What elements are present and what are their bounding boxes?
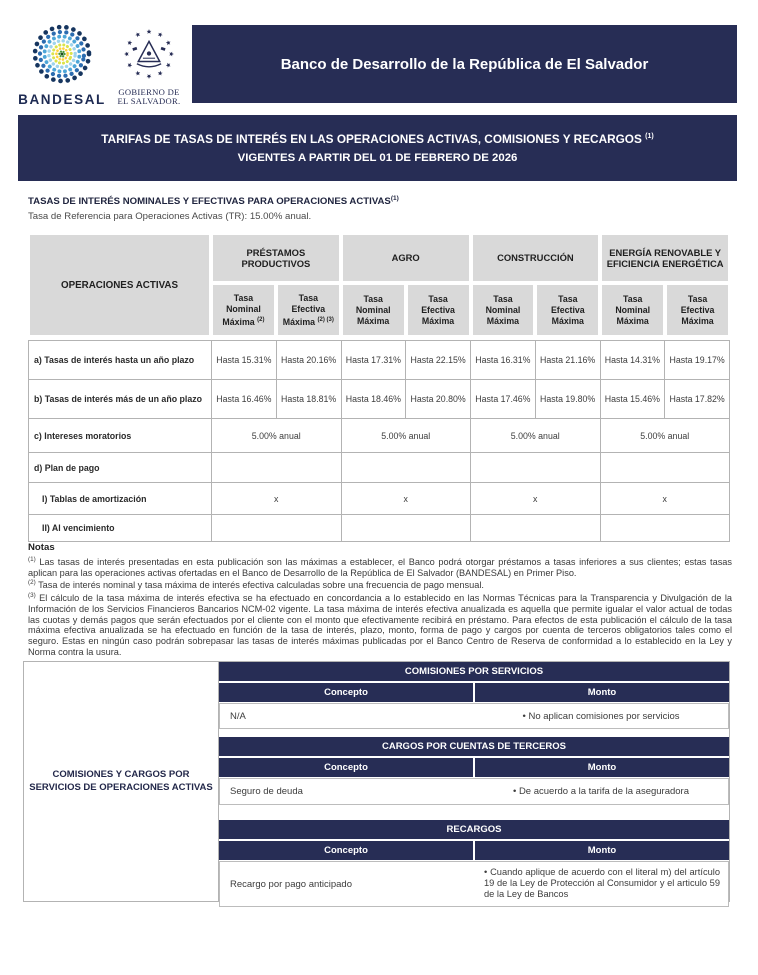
- commissions-tables: [219, 662, 729, 901]
- subtable-header-row: [219, 758, 729, 777]
- notes-heading: Notas: [28, 542, 55, 553]
- rate-cell: Hasta 14.31%: [600, 341, 665, 380]
- table-row: [219, 861, 729, 907]
- check-cell: x: [600, 483, 730, 515]
- subtable-cargos-cuentas-terceros: [219, 737, 729, 805]
- subheader-label: Tasa Nominal Máxima: [222, 292, 261, 327]
- empty-cell: [600, 515, 730, 542]
- commissions-section: [23, 661, 730, 902]
- commissions-side-cell: [24, 662, 219, 901]
- table-row-intereses-moratorios: [29, 419, 730, 453]
- table-row-mas-un-anio: [29, 380, 730, 419]
- subheader-footnote-marker: (2): [257, 316, 265, 323]
- note-item-2: [28, 578, 732, 591]
- rate-cell: Hasta 16.46%: [212, 380, 277, 419]
- table-row-tablas-amortizacion: [29, 483, 730, 515]
- tariff-title-text: TARIFAS DE TASAS DE INTERÉS EN LAS OPERACIONES ACTIVAS, COMISIONES Y RECARGOS: [101, 132, 642, 146]
- subheader-label: Tasa Efectiva Máxima: [421, 293, 455, 326]
- rate-cell: Hasta 19.80%: [535, 380, 600, 419]
- rate-cell: Hasta 17.31%: [341, 341, 406, 380]
- notes-section: [28, 542, 732, 658]
- note-marker: (3): [28, 592, 36, 600]
- empty-cell: [471, 453, 601, 483]
- subtable-title: RECARGOS: [219, 820, 729, 839]
- rate-cell: Hasta 21.16%: [535, 341, 600, 380]
- check-cell: x: [471, 483, 601, 515]
- concepto-cell: Recargo por pago anticipado: [230, 878, 353, 890]
- concepto-header: Concepto: [219, 683, 473, 702]
- table-row-hasta-un-anio: [29, 341, 730, 380]
- note-item-1: [28, 555, 732, 578]
- rate-cell: Hasta 15.46%: [600, 380, 665, 419]
- subheader-label: Tasa Efectiva Máxima: [680, 293, 715, 326]
- rate-cell: Hasta 18.46%: [341, 380, 406, 419]
- subheader-label: Tasa Efectiva Máxima: [550, 293, 585, 326]
- row-label: a) Tasas de interés hasta un año plazo: [29, 341, 212, 380]
- empty-cell: [341, 453, 471, 483]
- subheader-label: Tasa Nominal Máxima: [355, 293, 391, 326]
- subheader-prestamos-nominal: [211, 283, 276, 337]
- rate-cell: Hasta 20.80%: [406, 380, 471, 419]
- subheader-label: Tasa Nominal Máxima: [615, 293, 651, 326]
- monto-header: Monto: [475, 758, 729, 777]
- rate-cell: 5.00% anual: [471, 419, 601, 453]
- operations-header-cell: OPERACIONES ACTIVAS: [28, 233, 211, 337]
- rates-table-body: [28, 340, 730, 542]
- row-label: II) Al vencimiento: [29, 515, 212, 542]
- monto-header: Monto: [475, 841, 729, 860]
- title-banner: [18, 115, 737, 181]
- row-label: c) Intereses moratorios: [29, 419, 212, 453]
- empty-cell: [212, 453, 342, 483]
- check-cell: x: [341, 483, 471, 515]
- subheader-construccion-efectiva: [535, 283, 600, 337]
- rate-cell: Hasta 18.81%: [276, 380, 341, 419]
- note-item-3: [28, 591, 732, 657]
- table-row: [219, 778, 729, 805]
- monto-header: Monto: [475, 683, 729, 702]
- bandesal-logo: [16, 22, 108, 107]
- rates-section-heading-text: TASAS DE INTERÉS NOMINALES Y EFECTIVAS PARA OPERACIONES ACTIVAS: [28, 196, 391, 208]
- group-header-energia: ENERGÍA RENOVABLE Y EFICIENCIA ENERGÉTICA: [600, 233, 730, 283]
- bandesal-spiral-icon: [30, 22, 94, 86]
- rate-cell: Hasta 17.82%: [665, 380, 730, 419]
- note-marker: (2): [28, 579, 36, 587]
- row-label: d) Plan de pago: [29, 453, 212, 483]
- rates-section-heading: [28, 195, 399, 207]
- note-text: Las tasas de interés presentadas en esta publicación son las máximas a establecer, el Banco podrá otorgar préstamos a tasas inferiores a sus clientes; estas tasas aplican para las operaciones activas ofertadas en el Banco de Desarrollo de la República de El Salvador (BANDESAL) en Primer Piso.: [28, 557, 732, 578]
- concepto-cell: Seguro de deuda: [230, 786, 303, 797]
- row-label: b) Tasas de interés más de un año plazo: [29, 380, 212, 419]
- bank-name: Banco de Desarrollo de la República de El Salvador: [280, 55, 649, 73]
- rate-cell: Hasta 19.17%: [665, 341, 730, 380]
- note-text: El cálculo de la tasa máxima de interés efectiva se ha efectuado en concordancia a lo establecido en las Normas Técnicas para la Transparencia y Divulgación de la Información de los Servicios Financieros Bancarios NCM-02 vigente. La tasa máxima de interés efectiva anualizada es aquella que permite igualar el valor actual de todas las cuotas y demás pagos que serán efectuados por el cliente con el monto que efectivamente recibirá en préstamo. Para efectos de esta publicación el cálculo de la tasa máxima efectiva anualizada se ha efectuado en función de la tasa de interés, plazo, monto, forma de pago y cargos por cuenta de terceros obligatorios tales como el seguro. Estas en ningún caso podrán sobrepasar las tasas de interés máximas publicadas por el Banco Centro de Reserva de conformidad a lo establecido en la Ley y Norma contra la usura.: [28, 593, 732, 657]
- tariff-title: [101, 132, 653, 146]
- row-label: I) Tablas de amortización: [29, 483, 212, 515]
- concepto-cell: N/A: [230, 710, 246, 722]
- subtable-title: COMISIONES POR SERVICIOS: [219, 662, 729, 681]
- table-row-al-vencimiento: [29, 515, 730, 542]
- gobierno-logo: [114, 22, 184, 107]
- monto-cell: • Cuando aplique de acuerdo con el literal m) del artículo 19 de la Ley de Protección al Consumidor y el articulo 59 de la Ley de Bancos: [484, 867, 720, 899]
- subtable-header-row: [219, 683, 729, 702]
- group-header-prestamos: PRÉSTAMOS PRODUCTIVOS: [211, 233, 341, 283]
- subtable-title: CARGOS POR CUENTAS DE TERCEROS: [219, 737, 729, 756]
- bank-name-banner: [192, 25, 737, 103]
- rates-table: [28, 233, 730, 542]
- empty-cell: [341, 515, 471, 542]
- bandesal-wordmark: BANDESAL: [18, 92, 106, 107]
- note-marker: (1): [28, 556, 36, 563]
- table-row: [219, 703, 729, 729]
- subtable-header-row: [219, 841, 729, 860]
- gobierno-wordmark-line2: EL SALVADOR.: [117, 96, 181, 107]
- monto-cell: • De acuerdo a la tarifa de la aseguradora: [512, 786, 690, 797]
- subtable-comisiones-por-servicios: [219, 662, 729, 729]
- gobierno-wordmark-line1: GOBIERNO DE: [118, 87, 180, 97]
- logo-block: [16, 22, 186, 110]
- reference-rate-line: Tasa de Referencia para Operaciones Activas (TR): 15.00% anual.: [28, 211, 312, 222]
- commissions-side-label-line2: SERVICIOS DE OPERACIONES ACTIVAS: [29, 781, 213, 793]
- subtable-recargos: [219, 820, 729, 907]
- effective-date: VIGENTES A PARTIR DEL 01 DE FEBRERO DE 2026: [237, 152, 518, 164]
- subheader-prestamos-efectiva: [276, 283, 341, 337]
- note-text: Tasa de interés nominal y tasa máxima de interés efectiva calculadas sobre una frecuencia de pago mensual.: [38, 580, 484, 591]
- empty-cell: [212, 515, 342, 542]
- subheader-agro-efectiva: [406, 283, 471, 337]
- gobierno-wordmark: [114, 88, 184, 107]
- commissions-side-label: [29, 769, 213, 794]
- rates-section-footnote-marker: (1): [390, 195, 399, 202]
- empty-cell: [471, 515, 601, 542]
- rate-cell: Hasta 15.31%: [212, 341, 277, 380]
- subheader-label: Tasa Nominal Máxima: [485, 293, 521, 326]
- gobierno-emblem-icon: [121, 26, 177, 82]
- rates-table-header: [28, 233, 730, 337]
- subheader-energia-efectiva: [665, 283, 730, 337]
- rate-cell: 5.00% anual: [341, 419, 471, 453]
- subheader-energia-nominal: [600, 283, 665, 337]
- tariff-title-footnote-marker: (1): [645, 133, 654, 141]
- monto-cell: • No aplican comisiones por servicios: [522, 710, 680, 722]
- commissions-side-label-line1: COMISIONES Y CARGOS POR: [52, 769, 190, 780]
- empty-cell: [600, 453, 730, 483]
- check-cell: x: [212, 483, 342, 515]
- subheader-footnote-marker: (2) (3): [317, 316, 334, 323]
- rate-cell: 5.00% anual: [600, 419, 730, 453]
- rate-cell: 5.00% anual: [212, 419, 342, 453]
- rate-cell: Hasta 16.31%: [471, 341, 536, 380]
- concepto-header: Concepto: [219, 841, 473, 860]
- subheader-construccion-nominal: [471, 283, 536, 337]
- concepto-header: Concepto: [219, 758, 473, 777]
- group-header-agro: AGRO: [341, 233, 471, 283]
- rate-cell: Hasta 17.46%: [471, 380, 536, 419]
- subheader-agro-nominal: [341, 283, 406, 337]
- table-row-plan-de-pago: [29, 453, 730, 483]
- rate-cell: Hasta 20.16%: [276, 341, 341, 380]
- group-header-construccion: CONSTRUCCIÓN: [471, 233, 601, 283]
- subheader-label: Tasa Efectiva Máxima: [282, 292, 326, 327]
- rate-cell: Hasta 22.15%: [406, 341, 471, 380]
